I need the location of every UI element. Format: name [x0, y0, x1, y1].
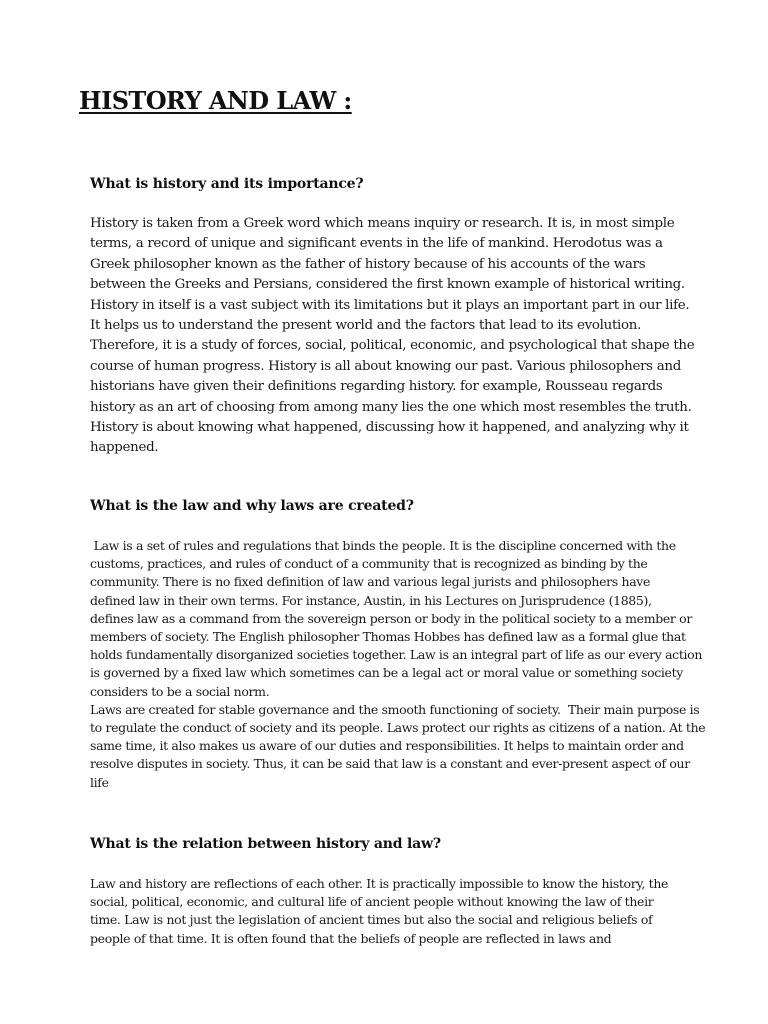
paragraph-law [90, 537, 730, 792]
text-line: Greek philosopher known as the father of history because of his accounts of the wars [90, 256, 646, 272]
text-line: History in itself is a vast subject with its limitations but it plays an important part in our life. [90, 297, 690, 313]
document-title: HISTORY AND LAW : [79, 86, 352, 115]
text-line: between the Greeks and Persians, considered the first known example of historical writing. [90, 277, 685, 293]
text-line: people of that time. It is often found that the beliefs of people are reflected in laws and [90, 930, 612, 946]
text-line: community. There is no fixed definition of law and various legal jurists and philosophers have [90, 574, 651, 590]
text-line: History is about knowing what happened, discussing how it happened, and analyzing why it [90, 420, 689, 436]
text-line: considers to be a social norm. [90, 683, 270, 699]
text-line: resolve disputes in society. Thus, it can be said that law is a constant and ever-present aspect of our [90, 756, 690, 772]
text-line: life [90, 774, 109, 790]
text-line: time. Law is not just the legislation of ancient times but also the social and religious beliefs of [90, 912, 653, 928]
text-line: happened. [90, 440, 159, 456]
text-line: holds fundamentally disorganized societies together. Law is an integral part of life as our every action [90, 647, 703, 663]
text-line: is governed by a fixed law which sometimes can be a legal act or moral value or something society [90, 665, 683, 681]
text-line: History is taken from a Greek word which means inquiry or research. It is, in most simple [90, 216, 675, 231]
text-line: terms, a record of unique and significant events in the life of mankind. Herodotus was a [90, 236, 663, 252]
text-line: It helps us to understand the present world and the factors that lead to its evolution. [90, 318, 642, 334]
text-line: Laws are created for stable governance and the smooth functioning of society. Their main purpose is [90, 701, 700, 717]
text-line: to regulate the conduct of society and its people. Laws protect our rights as citizens of a nation. At the [90, 720, 706, 736]
text-line: history as an art of choosing from among many lies the one which most resembles the truth. [90, 399, 692, 415]
text-line: social, political, economic, and cultural life of ancient people without knowing the law of their [90, 894, 654, 910]
paragraph-relation [90, 875, 730, 948]
text-line: defined law in their own terms. For instance, Austin, in his Lectures on Jurisprudence (1885), [90, 592, 652, 608]
paragraph-history [90, 214, 730, 459]
section-heading-history: What is history and its importance? [90, 176, 364, 192]
text-line: members of society. The English philosopher Thomas Hobbes has defined law as a formal glue that [90, 629, 686, 645]
text-line: defines law as a command from the sovereign person or body in the political society to a member or [90, 610, 692, 626]
section-heading-relation: What is the relation between history and law? [90, 836, 441, 852]
section-heading-law: What is the law and why laws are created? [90, 498, 414, 514]
text-line: Law is a set of rules and regulations that binds the people. It is the discipline concerned with the [90, 538, 676, 553]
text-line: customs, practices, and rules of conduct of a community that is recognized as binding by the [90, 556, 648, 572]
text-line: Law and history are reflections of each other. It is practically impossible to know the history, the [90, 876, 669, 891]
text-line: Therefore, it is a study of forces, social, political, economic, and psychological that shape the [90, 338, 695, 354]
text-line: historians have given their definitions regarding history. for example, Rousseau regards [90, 379, 663, 395]
text-line: course of human progress. History is all about knowing our past. Various philosophers and [90, 358, 681, 374]
text-line: same time, it also makes us aware of our duties and responsibilities. It helps to maintain order and [90, 738, 684, 754]
